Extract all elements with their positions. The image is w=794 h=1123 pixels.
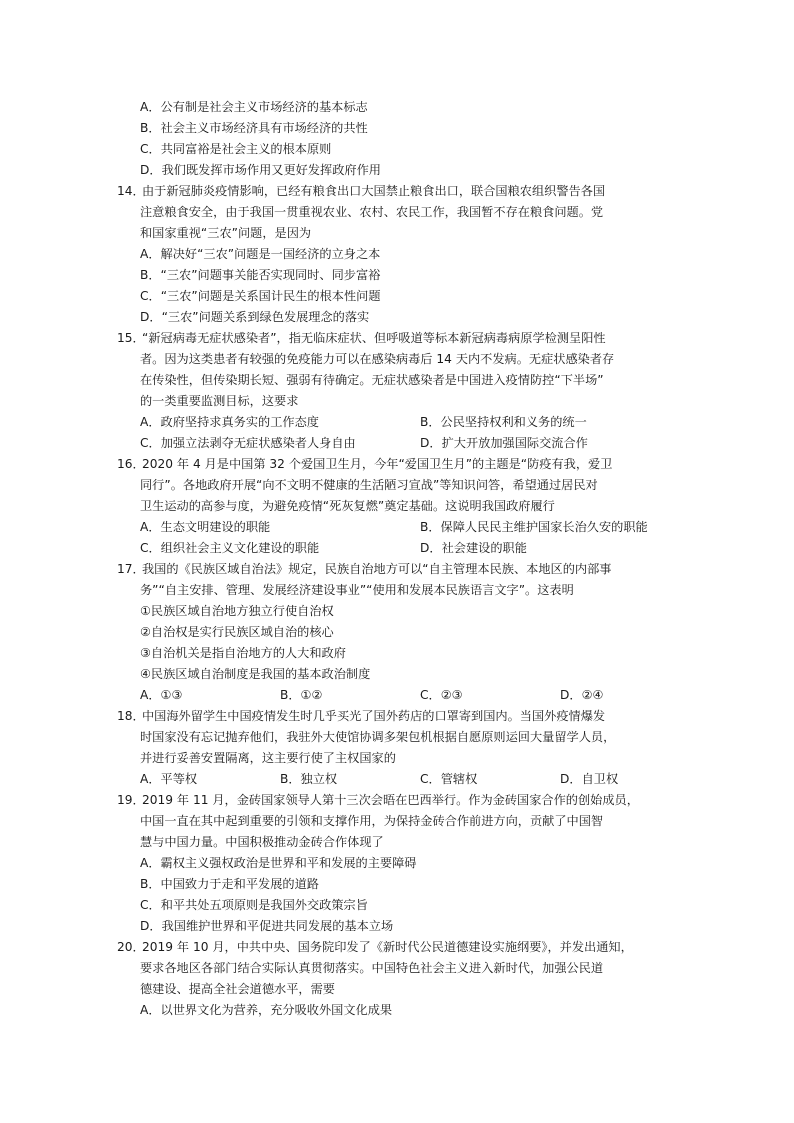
q16-option-a: A．生态文明建设的职能 [140, 520, 271, 534]
q15-option-b: B．公民坚持权利和义务的统一 [420, 415, 587, 429]
q19-stem-line: 慧与中国力量。中国积极推动金砖合作体现了 [140, 835, 384, 849]
q17-statement-2: ②自治权是实行民族区域自治的核心 [140, 625, 334, 639]
q17-option-c: C．②③ [420, 688, 463, 702]
q19-option-a: A．霸权主义强权政治是世界和平和发展的主要障碍 [140, 856, 417, 870]
q16-stem-line: 同行”。各地政府开展“向不文明不健康的生活陋习宣战”等知识问答，希望通过居民对 [140, 478, 598, 492]
q18-option-b: B．独立权 [280, 772, 338, 786]
q14-stem-line: 和国家重视“三农”问题，是因为 [140, 226, 312, 240]
q14-number: 14． [117, 184, 145, 198]
q13-option-b: B．社会主义市场经济具有市场经济的共性 [140, 121, 368, 135]
q18-stem-line: 并进行妥善安置隔离，这主要行使了主权国家的 [140, 751, 396, 765]
q16-option-b: B．保障人民民主维护国家长治久安的职能 [420, 520, 648, 534]
q16-option-c: C．组织社会主义文化建设的职能 [140, 541, 320, 555]
q18-option-d: D．自卫权 [560, 772, 619, 786]
q20-option-a: A．以世界文化为营养，充分吸收外国文化成果 [140, 1003, 393, 1017]
q15-option-d: D．扩大开放加强国际交流合作 [420, 436, 588, 450]
q16-stem-line: 2020 年 4 月是中国第 32 个爱国卫生月，今年“爱国卫生月”的主题是“防疫有我，爱卫 [142, 457, 613, 471]
q20-stem-line: 要求各地区各部门结合实际认真贯彻落实。中国特色社会主义进入新时代，加强公民道 [140, 961, 604, 975]
q16-number: 16． [117, 457, 145, 471]
q19-number: 19． [117, 793, 145, 807]
q19-stem-line: 中国一直在其中起到重要的引领和支撑作用，为保持金砖合作前进方向，贡献了中国智 [140, 814, 604, 828]
q18-number: 18． [117, 709, 145, 723]
q17-option-b: B．①② [280, 688, 323, 702]
q20-stem-line: 2019 年 10 月，中共中央、国务院印发了《新时代公民道德建设实施纲要》，并发出通知， [142, 940, 633, 954]
q18-stem-line: 时国家没有忘记抛弃他们，我驻外大使馆协调多架包机根据自愿原则运回大量留学人员， [140, 730, 616, 744]
q15-stem-line: 的一类重要监测目标，这要求 [140, 394, 299, 408]
q15-stem-line: 者。因为这类患者有较强的免疫能力可以在感染病毒后 14 天内不发病。无症状感染者存 [140, 352, 615, 366]
q17-stem-line: 务”“自主安排、管理、发展经济建设事业”“使用和发展本民族语言文字”。这表明 [140, 583, 574, 597]
q14-stem-line: 由于新冠肺炎疫情影响，已经有粮食出口大国禁止粮食出口，联合国粮农组织警告各国 [142, 184, 606, 198]
q18-option-c: C．管辖权 [420, 772, 478, 786]
q19-option-c: C．和平共处五项原则是我国外交政策宗旨 [140, 898, 368, 912]
q14-option-d: D．“三农”问题关系到绿色发展理念的落实 [140, 310, 370, 324]
q17-option-a: A．①③ [140, 688, 183, 702]
q16-stem-line: 卫生运动的高参与度，为避免疫情“死灰复燃”奠定基础。这说明我国政府履行 [140, 499, 555, 513]
q19-stem-line: 2019 年 11 月，金砖国家领导人第十三次会晤在巴西举行。作为金砖国家合作的创始成员， [142, 793, 639, 807]
q14-option-a: A．解决好“三农”问题是一国经济的立身之本 [140, 247, 381, 261]
q15-number: 15． [117, 331, 145, 345]
q17-option-d: D．②④ [560, 688, 604, 702]
q20-number: 20． [117, 940, 145, 954]
q18-option-a: A．平等权 [140, 772, 198, 786]
q15-stem-line: 在传染性，但传染期长短、强弱有待确定。无症状感染者是中国进入疫情防控“下半场” [140, 373, 604, 387]
q17-number: 17． [117, 562, 145, 576]
q15-option-a: A．政府坚持求真务实的工作态度 [140, 415, 319, 429]
q19-option-d: D．我国维护世界和平促进共同发展的基本立场 [140, 919, 394, 933]
q20-stem-line: 德建设、提高全社会道德水平，需要 [140, 982, 335, 996]
q16-option-d: D．社会建设的职能 [420, 541, 527, 555]
q17-stem-line: 我国的《民族区域自治法》规定，民族自治地方可以“自主管理本民族、本地区的内部事 [142, 562, 612, 576]
q13-option-a: A．公有制是社会主义市场经济的基本标志 [140, 100, 368, 114]
q14-option-b: B．“三农”问题事关能否实现同时、同步富裕 [140, 268, 381, 282]
q19-option-b: B．中国致力于走和平发展的道路 [140, 877, 319, 891]
q14-option-c: C．“三农”问题是关系国计民生的根本性问题 [140, 289, 381, 303]
q17-statement-3: ③自治机关是指自治地方的人大和政府 [140, 646, 346, 660]
q13-option-c: C．共同富裕是社会主义的根本原则 [140, 142, 332, 156]
q17-statement-1: ①民族区域自治地方独立行使自治权 [140, 604, 334, 618]
q15-stem-line: “新冠病毒无症状感染者”，指无临床症状、但呼吸道等标本新冠病毒病原学检测呈阳性 [142, 331, 606, 345]
q14-stem-line: 注意粮食安全，由于我国一贯重视农业、农村、农民工作，我国暂不存在粮食问题。党 [140, 205, 604, 219]
q15-option-c: C．加强立法剥夺无症状感染者人身自由 [140, 436, 356, 450]
q17-statement-4: ④民族区域自治制度是我国的基本政治制度 [140, 667, 371, 681]
q13-option-d: D．我们既发挥市场作用又更好发挥政府作用 [140, 163, 381, 177]
q18-stem-line: 中国海外留学生中国疫情发生时几乎买光了国外药店的口罩寄到国内。当国外疫情爆发 [142, 709, 606, 723]
